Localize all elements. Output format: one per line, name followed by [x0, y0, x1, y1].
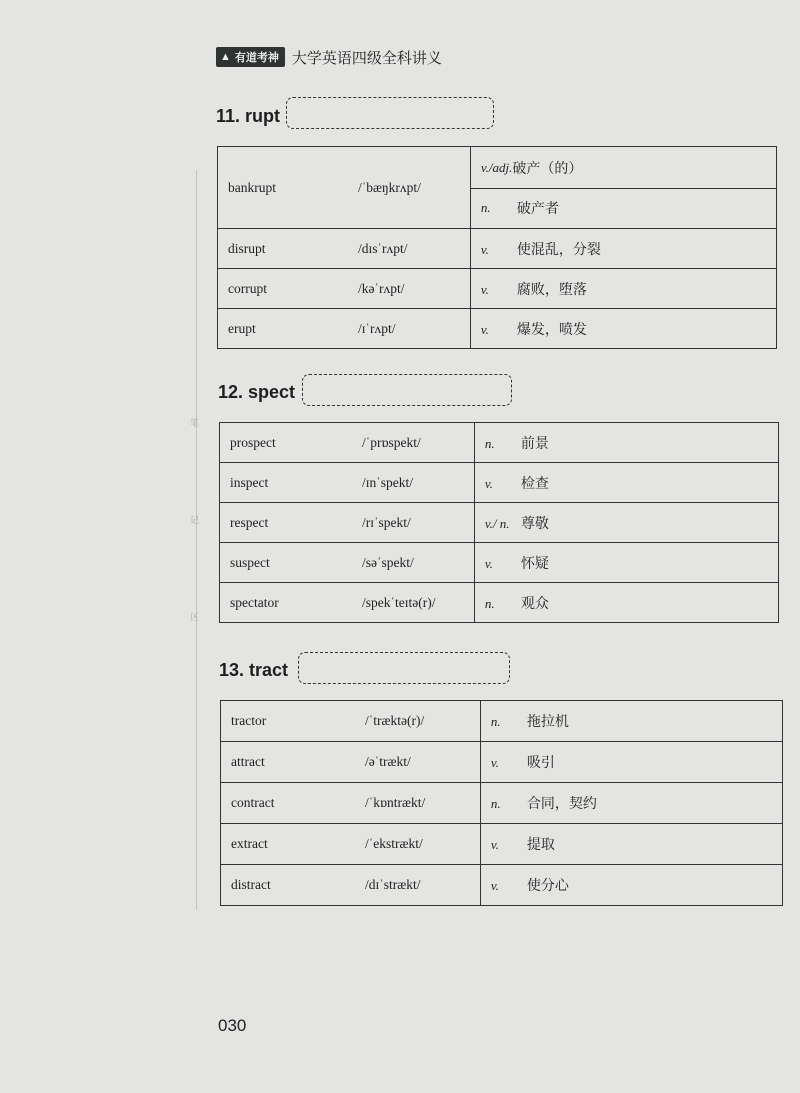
- page-number: 030: [218, 1016, 247, 1035]
- pos: v.: [490, 878, 499, 893]
- pos: v./adj.: [480, 159, 513, 175]
- meaning: 腐败，堕落: [516, 281, 587, 298]
- section-title: 13. tract: [219, 660, 289, 680]
- meaning-cell: [470, 309, 776, 349]
- word-cell: [220, 543, 475, 583]
- brand-name: 有道考神: [234, 52, 279, 64]
- table-row: [221, 783, 783, 824]
- pos: v.: [490, 755, 499, 770]
- pos: v.: [480, 321, 489, 337]
- table-row: [221, 865, 783, 906]
- meaning: 使分心: [526, 878, 569, 894]
- table-row: [218, 229, 777, 269]
- pos: n.: [490, 796, 501, 811]
- meaning-cell: [480, 742, 782, 783]
- meaning: 观众: [520, 595, 549, 612]
- pos: n.: [490, 714, 501, 729]
- meaning-cell: [480, 701, 782, 742]
- word-cell: [221, 742, 481, 783]
- word-cell: [218, 269, 471, 309]
- table-row: [221, 701, 783, 742]
- meaning: 检查: [520, 475, 549, 492]
- phonetic: /ɪnˈspekt/: [362, 474, 413, 490]
- word-cell: [221, 865, 481, 906]
- section-title: 12. spect: [218, 382, 296, 402]
- margin-mark: 记: [190, 516, 200, 526]
- meaning-cell: [474, 423, 778, 463]
- word-cell: [220, 423, 475, 463]
- phonetic: /ˈbæŋkrʌpt/: [358, 179, 421, 195]
- table-row: [220, 583, 779, 623]
- phonetic: /dɪsˈrʌpt/: [358, 240, 408, 256]
- word: erupt: [228, 320, 256, 336]
- meaning: 破产（的）: [512, 160, 583, 177]
- pos: v.: [480, 281, 489, 297]
- table-row: [221, 824, 783, 865]
- meaning-cell: [474, 463, 778, 503]
- word-cell: [218, 147, 471, 229]
- vocab-table: [220, 700, 783, 906]
- meaning-row: [471, 188, 776, 228]
- word-cell: [218, 309, 471, 349]
- meaning: 破产者: [516, 201, 559, 217]
- word-cell: [220, 503, 475, 543]
- word: spectator: [230, 594, 279, 610]
- phonetic: /ˈtræktə(r)/: [365, 713, 425, 728]
- word: tractor: [231, 713, 267, 728]
- word-cell: [220, 463, 475, 503]
- meaning-cell: [474, 583, 778, 623]
- book-icon: ▲: [220, 51, 231, 63]
- table-row: [221, 742, 783, 783]
- word: attract: [231, 754, 265, 769]
- pos: n.: [480, 200, 491, 215]
- meaning: 爆发，喷发: [516, 321, 587, 338]
- pos: v.: [490, 837, 499, 852]
- answer-blank[interactable]: [298, 652, 510, 684]
- margin-rule: [196, 170, 197, 910]
- page-header: [216, 46, 442, 68]
- meaning-cell: [480, 783, 782, 824]
- pos: v.: [484, 555, 493, 571]
- meaning-row: [471, 148, 776, 188]
- answer-blank[interactable]: [286, 97, 494, 129]
- meaning-cell: [470, 229, 776, 269]
- margin-mark: 笔: [190, 419, 200, 429]
- meaning: 前景: [520, 435, 549, 452]
- meaning-cell: [474, 543, 778, 583]
- pos: v.: [484, 475, 493, 491]
- phonetic: /kəˈrʌpt/: [358, 280, 405, 296]
- answer-blank[interactable]: [302, 374, 512, 406]
- table-row: [218, 269, 777, 309]
- pos: n.: [484, 595, 495, 611]
- phonetic: /ˈprɒspekt/: [362, 434, 421, 450]
- table-row: [220, 503, 779, 543]
- word: distract: [231, 877, 271, 892]
- meaning-cell: [480, 865, 782, 906]
- table-row: [218, 147, 777, 229]
- pos: n.: [484, 435, 495, 451]
- meaning: 合同，契约: [526, 796, 597, 812]
- phonetic: /spekˈteɪtə(r)/: [362, 594, 436, 610]
- word: bankrupt: [228, 179, 276, 195]
- table-row: [220, 423, 779, 463]
- word-cell: [221, 824, 481, 865]
- vocab-table: [219, 422, 779, 623]
- phonetic: /səˈspekt/: [362, 554, 414, 570]
- meaning: 使混乱，分裂: [516, 241, 601, 258]
- table-row: [218, 309, 777, 349]
- brand-logo: [216, 47, 285, 67]
- meaning: 拖拉机: [526, 714, 569, 730]
- phonetic: /ɪˈrʌpt/: [358, 320, 396, 336]
- phonetic: /ˈkɒntrækt/: [365, 795, 426, 810]
- vocab-table: [217, 146, 777, 349]
- margin-mark: 区: [190, 613, 200, 623]
- word: contract: [231, 795, 275, 810]
- meaning-cell: [470, 269, 776, 309]
- word-cell: [220, 583, 475, 623]
- table-row: [220, 543, 779, 583]
- section-title: 11. rupt: [216, 106, 281, 126]
- phonetic: /rɪˈspekt/: [362, 514, 411, 530]
- word: corrupt: [228, 280, 267, 296]
- meaning: 吸引: [526, 755, 555, 771]
- meaning: 尊敬: [520, 515, 549, 532]
- word: prospect: [230, 434, 276, 450]
- word-cell: [221, 701, 481, 742]
- meaning-cell: [470, 147, 776, 229]
- table-row: [220, 463, 779, 503]
- meaning-cell: [480, 824, 782, 865]
- meaning: 怀疑: [520, 555, 549, 572]
- word-cell: [221, 783, 481, 824]
- word: disrupt: [228, 240, 266, 256]
- meaning-cell: [474, 503, 778, 543]
- word: extract: [231, 836, 268, 851]
- word: suspect: [230, 554, 270, 570]
- phonetic: /ˈekstrækt/: [365, 836, 423, 851]
- meaning: 提取: [526, 837, 555, 853]
- word: respect: [230, 514, 269, 530]
- phonetic: /dɪˈstrækt/: [365, 877, 421, 892]
- word: inspect: [230, 474, 269, 490]
- word-cell: [218, 229, 471, 269]
- book-title: 大学英语四级全科讲义: [291, 48, 442, 67]
- pos: v./ n.: [484, 515, 510, 531]
- phonetic: /əˈtrækt/: [365, 754, 411, 769]
- pos: v.: [480, 241, 489, 257]
